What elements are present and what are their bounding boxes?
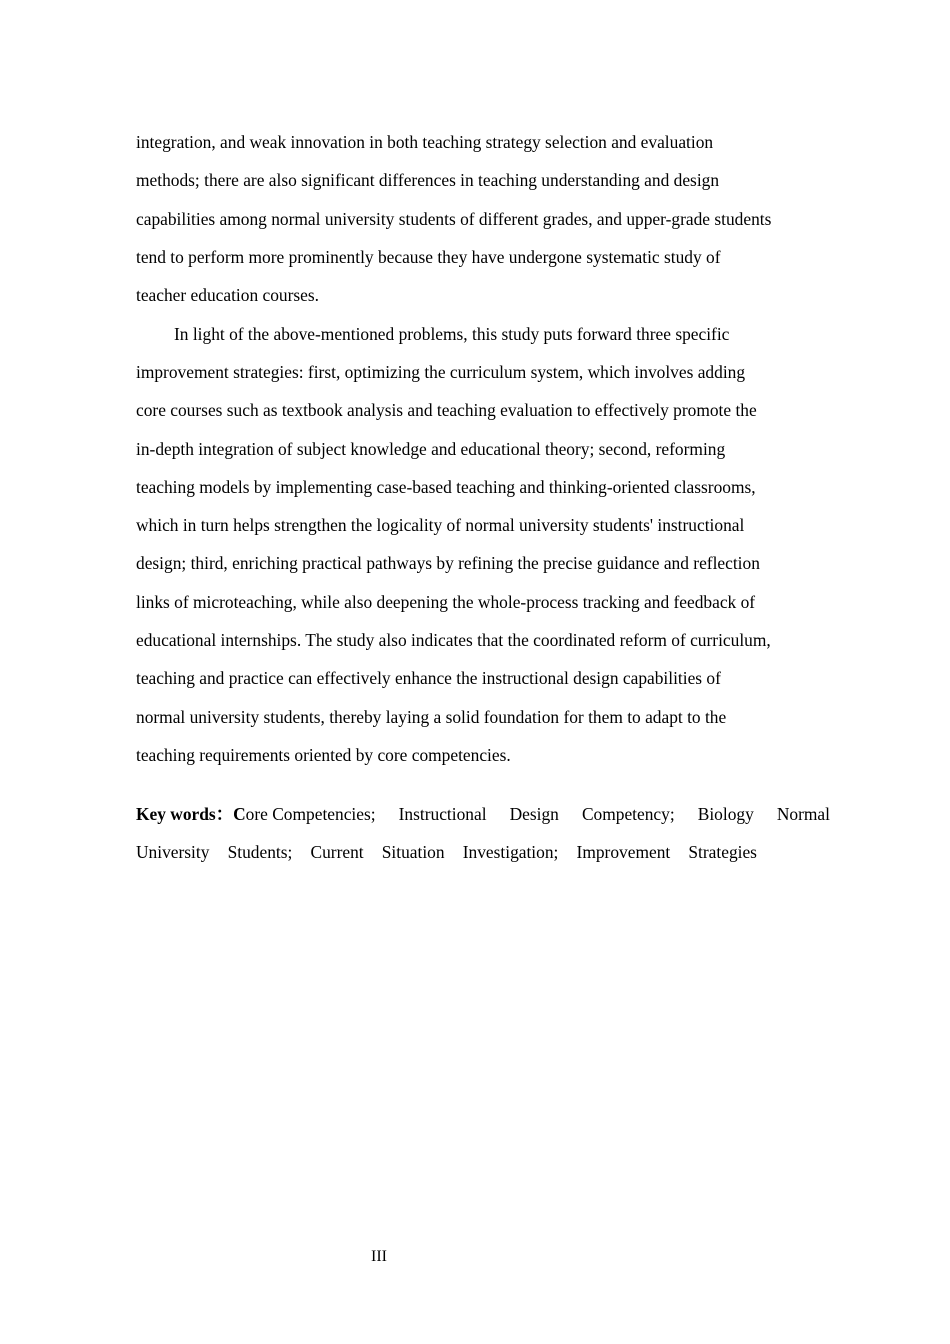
paragraph-line: methods; there are also significant differences in teaching understanding and design xyxy=(136,170,720,190)
keywords-line-2 xyxy=(136,840,757,864)
keyword-word: University xyxy=(136,842,210,862)
keyword-word: Design xyxy=(509,804,559,824)
keyword-word: Instructional xyxy=(398,804,487,824)
paragraph-line: in-depth integration of subject knowledge and educational theory; second, reforming xyxy=(136,439,726,459)
keyword-word: Normal xyxy=(776,804,830,824)
keywords-first-word xyxy=(136,802,376,826)
keywords-line-1 xyxy=(136,802,830,826)
paragraph-line: capabilities among normal university students of different grades, and upper-grade students xyxy=(136,209,772,229)
paragraph-line: which in turn helps strengthen the logicality of normal university students' instructional xyxy=(136,515,745,535)
keyword-word: Current xyxy=(310,842,364,862)
paragraph-line: teaching requirements oriented by core competencies. xyxy=(136,745,511,765)
keywords-label: Key words： xyxy=(136,804,234,824)
paragraph-line: improvement strategies: first, optimizing the curriculum system, which involves adding xyxy=(136,362,746,382)
paragraph-line: links of microteaching, while also deepening the whole-process tracking and feedback of xyxy=(136,592,756,612)
paragraph-line: integration, and weak innovation in both teaching strategy selection and evaluation xyxy=(136,132,714,152)
paragraph-line: teaching models by implementing case-based teaching and thinking-oriented classrooms, xyxy=(136,477,756,497)
keyword-word: Strategies xyxy=(688,842,757,862)
paragraph-line: teacher education courses. xyxy=(136,285,319,305)
paragraph-line: In light of the above-mentioned problems, this study puts forward three specific xyxy=(174,324,730,344)
keyword-word: ore Competencies; xyxy=(245,804,376,824)
paragraph-line: core courses such as textbook analysis and teaching evaluation to effectively promote the xyxy=(136,400,757,420)
keyword-word: Biology xyxy=(697,804,754,824)
keywords-first-letter: C xyxy=(233,804,246,824)
keyword-word: Improvement xyxy=(576,842,671,862)
paragraph-line: tend to perform more prominently because they have undergone systematic study of xyxy=(136,247,721,267)
keyword-word: Situation xyxy=(381,842,445,862)
page-number: III xyxy=(371,1248,387,1265)
keyword-word: Students; xyxy=(227,842,293,862)
paragraph-line: normal university students, thereby laying a solid foundation for them to adapt to the xyxy=(136,707,727,727)
keyword-word: Competency; xyxy=(581,804,675,824)
paragraph-line: teaching and practice can effectively enhance the instructional design capabilities of xyxy=(136,668,721,688)
keyword-word: Investigation; xyxy=(462,842,559,862)
paragraph-line: design; third, enriching practical pathways by refining the precise guidance and reflection xyxy=(136,553,760,573)
paragraph-line: educational internships. The study also indicates that the coordinated reform of curriculum, xyxy=(136,630,771,650)
